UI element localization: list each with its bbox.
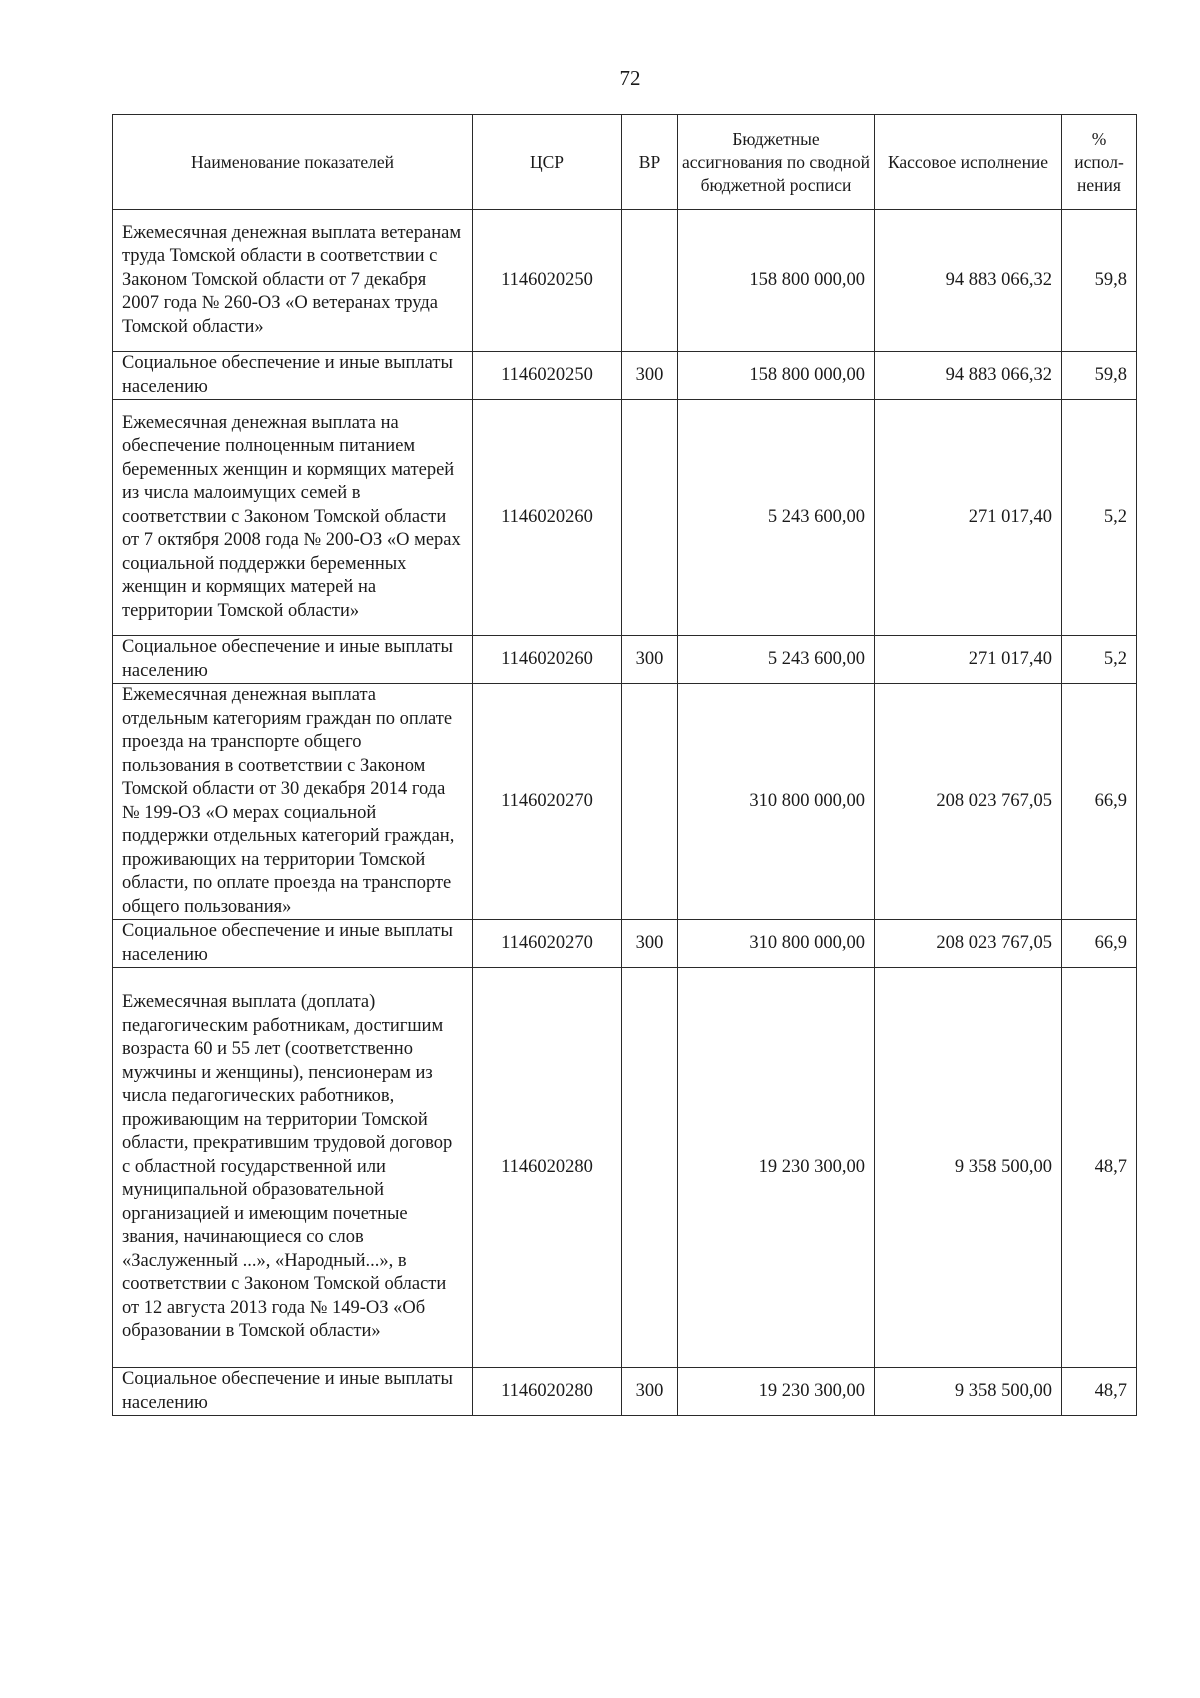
- cell-execution: 9 358 500,00: [875, 968, 1062, 1368]
- cell-execution: 208 023 767,05: [875, 920, 1062, 968]
- header-csr: ЦСР: [473, 115, 622, 210]
- table-row: [113, 968, 1137, 1368]
- cell-budget: 19 230 300,00: [678, 968, 875, 1368]
- cell-name: Социальное обеспечение и иные выплаты населению: [113, 920, 473, 968]
- cell-budget: 158 800 000,00: [678, 352, 875, 400]
- cell-execution: 271 017,40: [875, 636, 1062, 684]
- cell-execution: 271 017,40: [875, 400, 1062, 636]
- cell-csr: 1146020250: [473, 210, 622, 352]
- cell-vr: 300: [622, 920, 678, 968]
- cell-name: Социальное обеспечение и иные выплаты населению: [113, 636, 473, 684]
- cell-percent: 66,9: [1062, 920, 1137, 968]
- cell-budget: 310 800 000,00: [678, 920, 875, 968]
- table-row: [113, 352, 1137, 400]
- cell-percent: 66,9: [1062, 684, 1137, 920]
- table-row: [113, 920, 1137, 968]
- table-header-row: [113, 115, 1137, 210]
- header-name: Наименование показателей: [113, 115, 473, 210]
- cell-csr: 1146020280: [473, 968, 622, 1368]
- cell-vr: 300: [622, 1368, 678, 1416]
- cell-csr: 1146020260: [473, 636, 622, 684]
- cell-csr: 1146020270: [473, 920, 622, 968]
- cell-budget: 5 243 600,00: [678, 636, 875, 684]
- cell-percent: 48,7: [1062, 1368, 1137, 1416]
- header-budget: Бюджетные ассигнования по сводной бюджетной росписи: [678, 115, 875, 210]
- cell-vr: [622, 400, 678, 636]
- cell-budget: 310 800 000,00: [678, 684, 875, 920]
- cell-execution: 94 883 066,32: [875, 352, 1062, 400]
- page-number: 72: [619, 66, 641, 90]
- header-execution: Кассовое исполнение: [875, 115, 1062, 210]
- cell-vr: [622, 968, 678, 1368]
- cell-execution: 208 023 767,05: [875, 684, 1062, 920]
- cell-name: Социальное обеспечение и иные выплаты населению: [113, 1368, 473, 1416]
- cell-budget: 5 243 600,00: [678, 400, 875, 636]
- cell-name: Ежемесячная денежная выплата на обеспечение полноценным питанием беременных женщин и кормящих матерей из числа малоимущих семей в соответствии с Законом Томской области от 7 октября 2008 года № 200-ОЗ «О мерах социальной поддержки беременных женщин и кормящих матерей на территории Томской области»: [113, 400, 473, 636]
- cell-percent: 5,2: [1062, 636, 1137, 684]
- cell-csr: 1146020250: [473, 352, 622, 400]
- cell-name: Ежемесячная денежная выплата ветеранам труда Томской области в соответствии с Законом Томской области от 7 декабря 2007 года № 260-ОЗ «О ветеранах труда Томской области»: [113, 210, 473, 352]
- cell-budget: 19 230 300,00: [678, 1368, 875, 1416]
- cell-percent: 48,7: [1062, 968, 1137, 1368]
- cell-vr: [622, 684, 678, 920]
- cell-percent: 59,8: [1062, 210, 1137, 352]
- cell-name: Ежемесячная денежная выплата отдельным категориям граждан по оплате проезда на транспорте общего пользования в соответствии с Законом Томской области от 30 декабря 2014 года № 199-ОЗ «О мерах социальной поддержки отдельных категорий граждан, проживающих на территории Томской области, по оплате проезда на транспорте общего пользования»: [113, 684, 473, 920]
- table-row: [113, 210, 1137, 352]
- header-vr: ВР: [622, 115, 678, 210]
- header-percent: % испол-нения: [1062, 115, 1137, 210]
- cell-percent: 5,2: [1062, 400, 1137, 636]
- budget-execution-table: [112, 114, 1137, 1416]
- table-row: [113, 400, 1137, 636]
- table-row: [113, 1368, 1137, 1416]
- cell-vr: 300: [622, 636, 678, 684]
- cell-budget: 158 800 000,00: [678, 210, 875, 352]
- cell-vr: [622, 210, 678, 352]
- cell-execution: 94 883 066,32: [875, 210, 1062, 352]
- cell-csr: 1146020260: [473, 400, 622, 636]
- table-row: [113, 636, 1137, 684]
- cell-name: Социальное обеспечение и иные выплаты населению: [113, 352, 473, 400]
- cell-csr: 1146020280: [473, 1368, 622, 1416]
- cell-csr: 1146020270: [473, 684, 622, 920]
- cell-name: Ежемесячная выплата (доплата) педагогическим работникам, достигшим возраста 60 и 55 лет (соответственно мужчины и женщины), пенсионерам из числа педагогических работников, проживающим на территории Томской области, прекратившим трудовой договор с областной государственной или муниципальной образовательной организацией и имеющим почетные звания, начинающиеся со слов «Заслуженный ...», «Народный...», в соответствии с Законом Томской области от 12 августа 2013 года № 149-ОЗ «Об образовании в Томской области»: [113, 968, 473, 1368]
- cell-percent: 59,8: [1062, 352, 1137, 400]
- cell-vr: 300: [622, 352, 678, 400]
- cell-execution: 9 358 500,00: [875, 1368, 1062, 1416]
- table-row: [113, 684, 1137, 920]
